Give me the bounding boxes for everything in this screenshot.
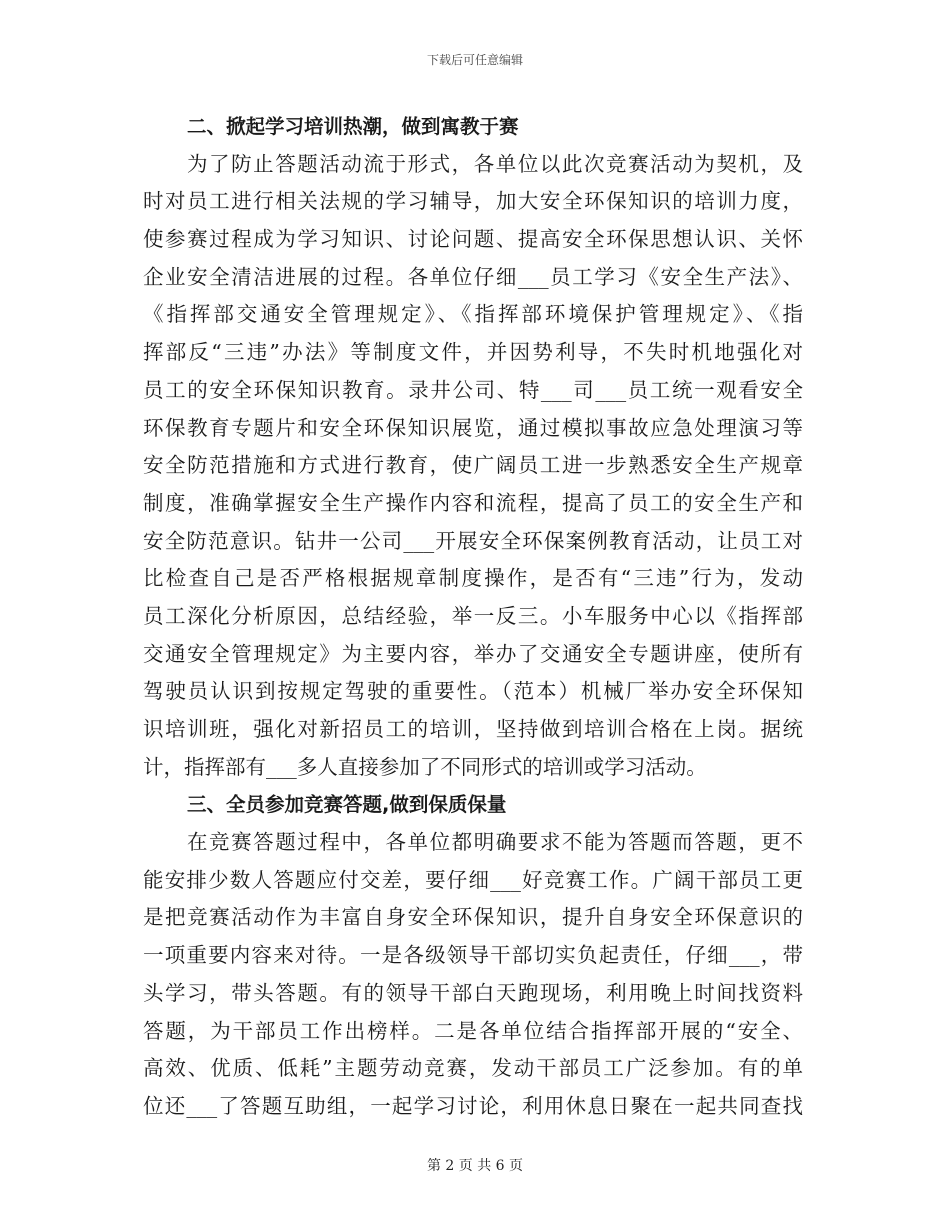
paragraph-line: 《指挥部交通安全管理规定》、《指挥部环境保护管理规定》、《指	[143, 302, 803, 327]
paragraph-line: 时对员工进行相关法规的学习辅导，加大安全环保知识的培训力度，	[143, 189, 803, 214]
paragraph-line: 使参赛过程成为学习知识、讨论问题、提高安全环保思想认识、关怀	[143, 227, 803, 252]
paragraph-line: 高效、优质、低耗”主题劳动竞赛，发动干部员工广泛参加。有的单	[143, 1056, 803, 1081]
paragraph-line: 在竞赛答题过程中，各单位都明确要求不能为答题而答题，更不	[187, 830, 803, 855]
section-heading: 二、掀起学习培训热潮，做到寓教于赛	[187, 115, 519, 138]
paragraph-line: 一项重要内容来对待。一是各级领导干部切实负起责任，仔细___，带	[143, 943, 803, 968]
page-footer: 第 2 页 共 6 页	[426, 1158, 524, 1174]
paragraph-line: 制度，准确掌握安全生产操作内容和流程，提高了员工的安全生产和	[143, 490, 803, 515]
paragraph-line: 头学习，带头答题。有的领导干部白天跑现场，利用晚上时间找资料	[143, 980, 803, 1005]
page-header: 下载后可任意编辑	[426, 53, 523, 67]
document-body	[143, 108, 803, 1126]
paragraph-line: 环保教育专题片和安全环保知识展览，通过模拟事故应急处理演习等	[143, 415, 803, 440]
paragraph-line: 能安排少数人答题应付交差，要仔细___好竞赛工作。广阔干部员工更	[143, 867, 803, 892]
paragraph-line: 识培训班，强化对新招员工的培训，坚持做到培训合格在上岗。据统	[143, 717, 803, 741]
paragraph-line: 位还___了答题互助组，一起学习讨论，利用休息日聚在一起共同查找	[143, 1093, 803, 1118]
paragraph-line: 安全防范意识。钻井一公司___开展安全环保案例教育活动，让员工对	[143, 528, 803, 553]
section-heading: 三、全员参加竞赛答题,做到保质保量	[187, 793, 507, 817]
paragraph-line: 比检查自己是否严格根据规章制度操作，是否有“三违”行为，发动	[143, 566, 803, 591]
paragraph-line: 安全防范措施和方式进行教育，使广阔员工进一步熟悉安全生产规章	[143, 453, 803, 478]
paragraph-line: 答题，为干部员工作出榜样。二是各单位结合指挥部开展的“安全、	[143, 1018, 803, 1043]
paragraph-line: 员工的安全环保知识教育。录井公司、特___司___员工统一观看安全	[143, 377, 803, 402]
paragraph-line: 企业安全清洁进展的过程。各单位仔细___员工学习《安全生产法》、	[143, 264, 803, 289]
paragraph-line: 交通安全管理规定》为主要内容，举办了交通安全专题讲座，使所有	[143, 641, 803, 666]
paragraph-line: 为了防止答题活动流于形式，各单位以此次竞赛活动为契机，及	[187, 151, 803, 176]
paragraph-line: 计，指挥部有___多人直接参加了不同形式的培训或学习活动。	[143, 754, 707, 779]
paragraph-line: 员工深化分析原因，总结经验，举一反三。小车服务中心以《指挥部	[143, 603, 803, 628]
paragraph-line: 挥部反“三违”办法》等制度文件，并因势利导，不失时机地强化对	[143, 340, 803, 365]
paragraph-line: 是把竞赛活动作为丰富自身安全环保知识，提升自身安全环保意识的	[143, 905, 803, 930]
paragraph-line: 驾驶员认识到按规定驾驶的重要性。（范本）机械厂举办安全环保知	[143, 679, 803, 704]
